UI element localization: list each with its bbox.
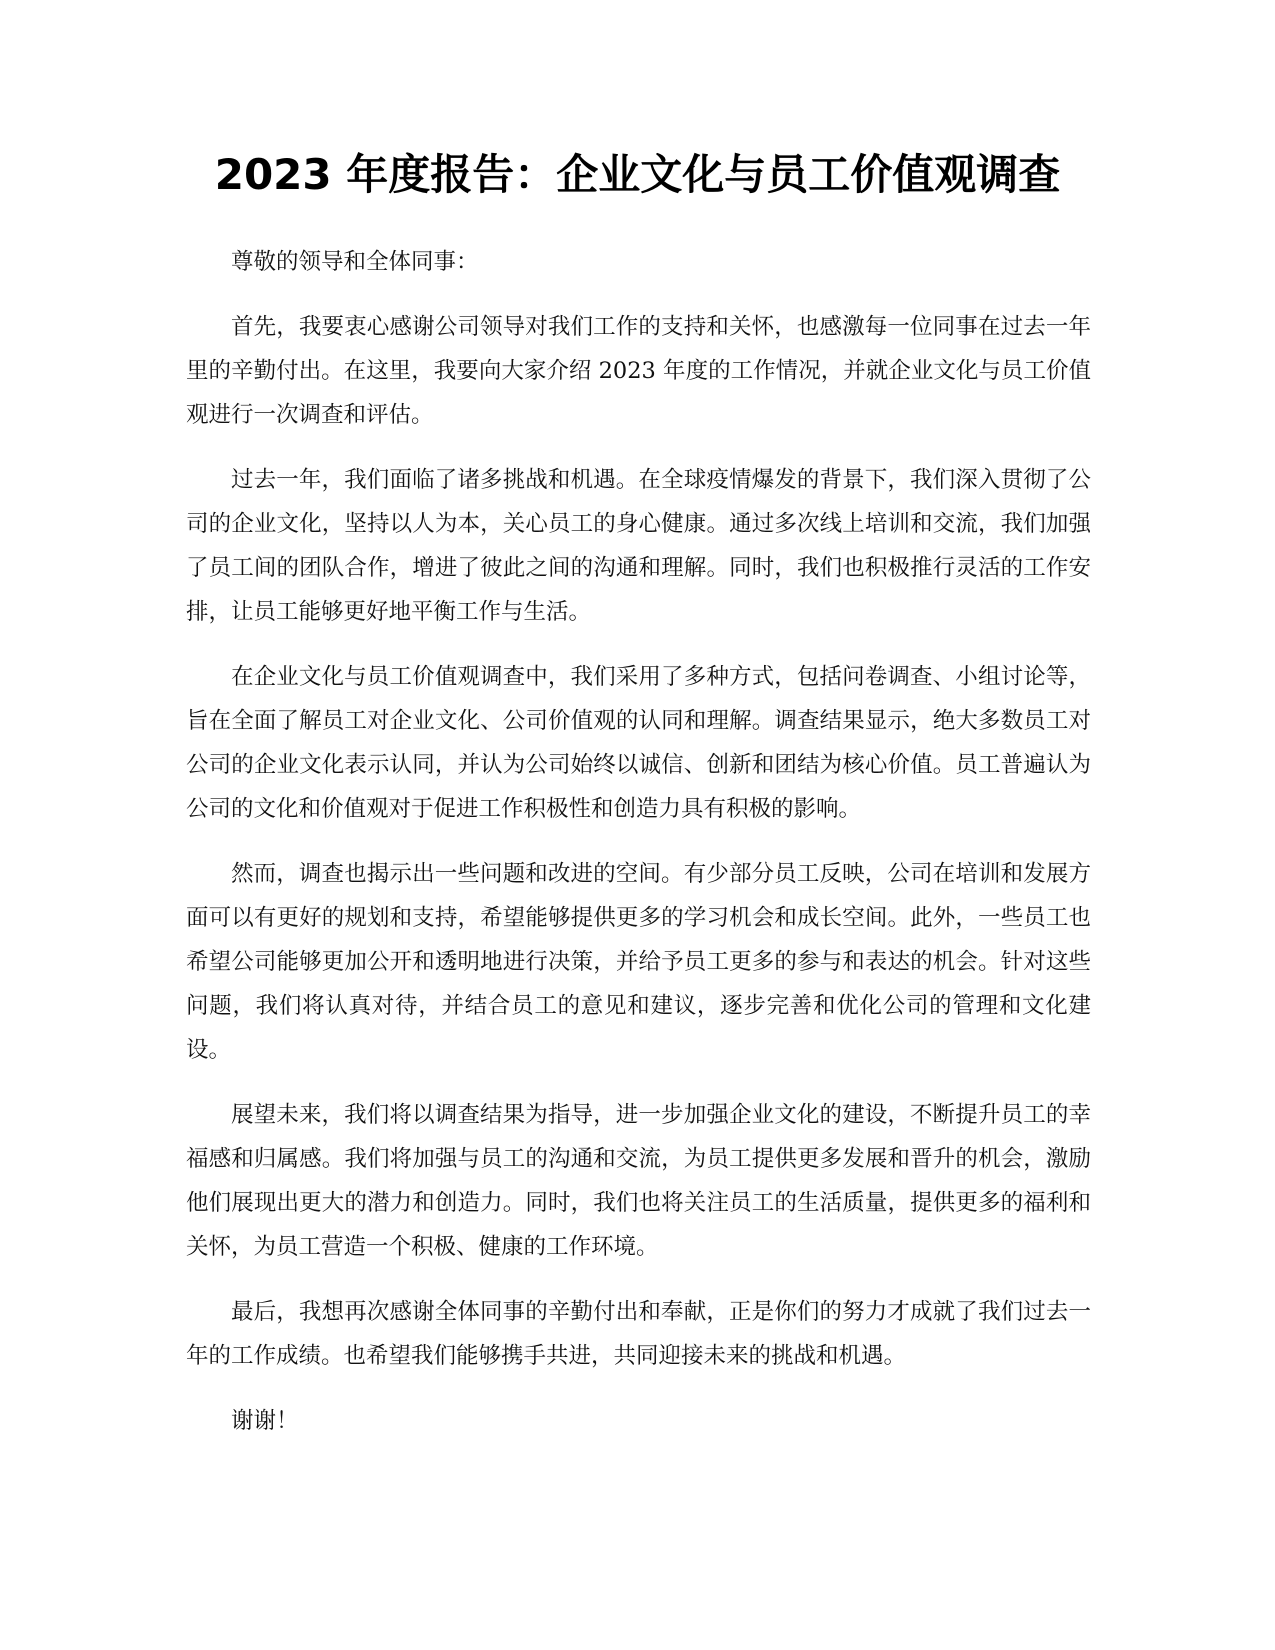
- document-body: [186, 240, 1091, 1464]
- paragraph-thanks: 谢谢！: [231, 1408, 299, 1434]
- paragraph-past-year: 过去一年，我们面临了诸多挑战和机遇。在全球疫情爆发的背景下，我们深入贯彻了公司的企业文化，坚持以人为本，关心员工的身心健康。通过多次线上培训和交流，我们加强了员工间的团队合作，增进了彼此之间的沟通和理解。同时，我们也积极推行灵活的工作安排，让员工能够更好地平衡工作与生活。: [186, 467, 1091, 625]
- paragraph-closing: 最后，我想再次感谢全体同事的辛勤付出和奉献，正是你们的努力才成就了我们过去一年的工作成绩。也希望我们能够携手共进，共同迎接未来的挑战和机遇。: [186, 1299, 1091, 1369]
- paragraph-intro: 首先，我要衷心感谢公司领导对我们工作的支持和关怀，也感激每一位同事在过去一年里的辛勤付出。在这里，我要向大家介绍 2023 年度的工作情况，并就企业文化与员工价值观进行一次调查和评估。: [186, 314, 1091, 428]
- paragraph-issues: 然而，调查也揭示出一些问题和改进的空间。有少部分员工反映，公司在培训和发展方面可以有更好的规划和支持，希望能够提供更多的学习机会和成长空间。此外，一些员工也希望公司能够更加公开和透明地进行决策，并给予员工更多的参与和表达的机会。针对这些问题，我们将认真对待，并结合员工的意见和建议，逐步完善和优化公司的管理和文化建设。: [186, 861, 1091, 1063]
- paragraph-survey-results: 在企业文化与员工价值观调查中，我们采用了多种方式，包括问卷调查、小组讨论等，旨在全面了解员工对企业文化、公司价值观的认同和理解。调查结果显示，绝大多数员工对公司的企业文化表示认同，并认为公司始终以诚信、创新和团结为核心价值。员工普遍认为公司的文化和价值观对于促进工作积极性和创造力具有积极的影响。: [186, 664, 1091, 822]
- paragraph-salutation: 尊敬的领导和全体同事：: [231, 249, 479, 275]
- paragraph-outlook: 展望未来，我们将以调查结果为指导，进一步加强企业文化的建设，不断提升员工的幸福感和归属感。我们将加强与员工的沟通和交流，为员工提供更多发展和晋升的机会，激励他们展现出更大的潜力和创造力。同时，我们也将关注员工的生活质量，提供更多的福利和关怀，为员工营造一个积极、健康的工作环境。: [186, 1102, 1091, 1260]
- document-title: 2023 年度报告：企业文化与员工价值观调查: [214, 150, 1061, 199]
